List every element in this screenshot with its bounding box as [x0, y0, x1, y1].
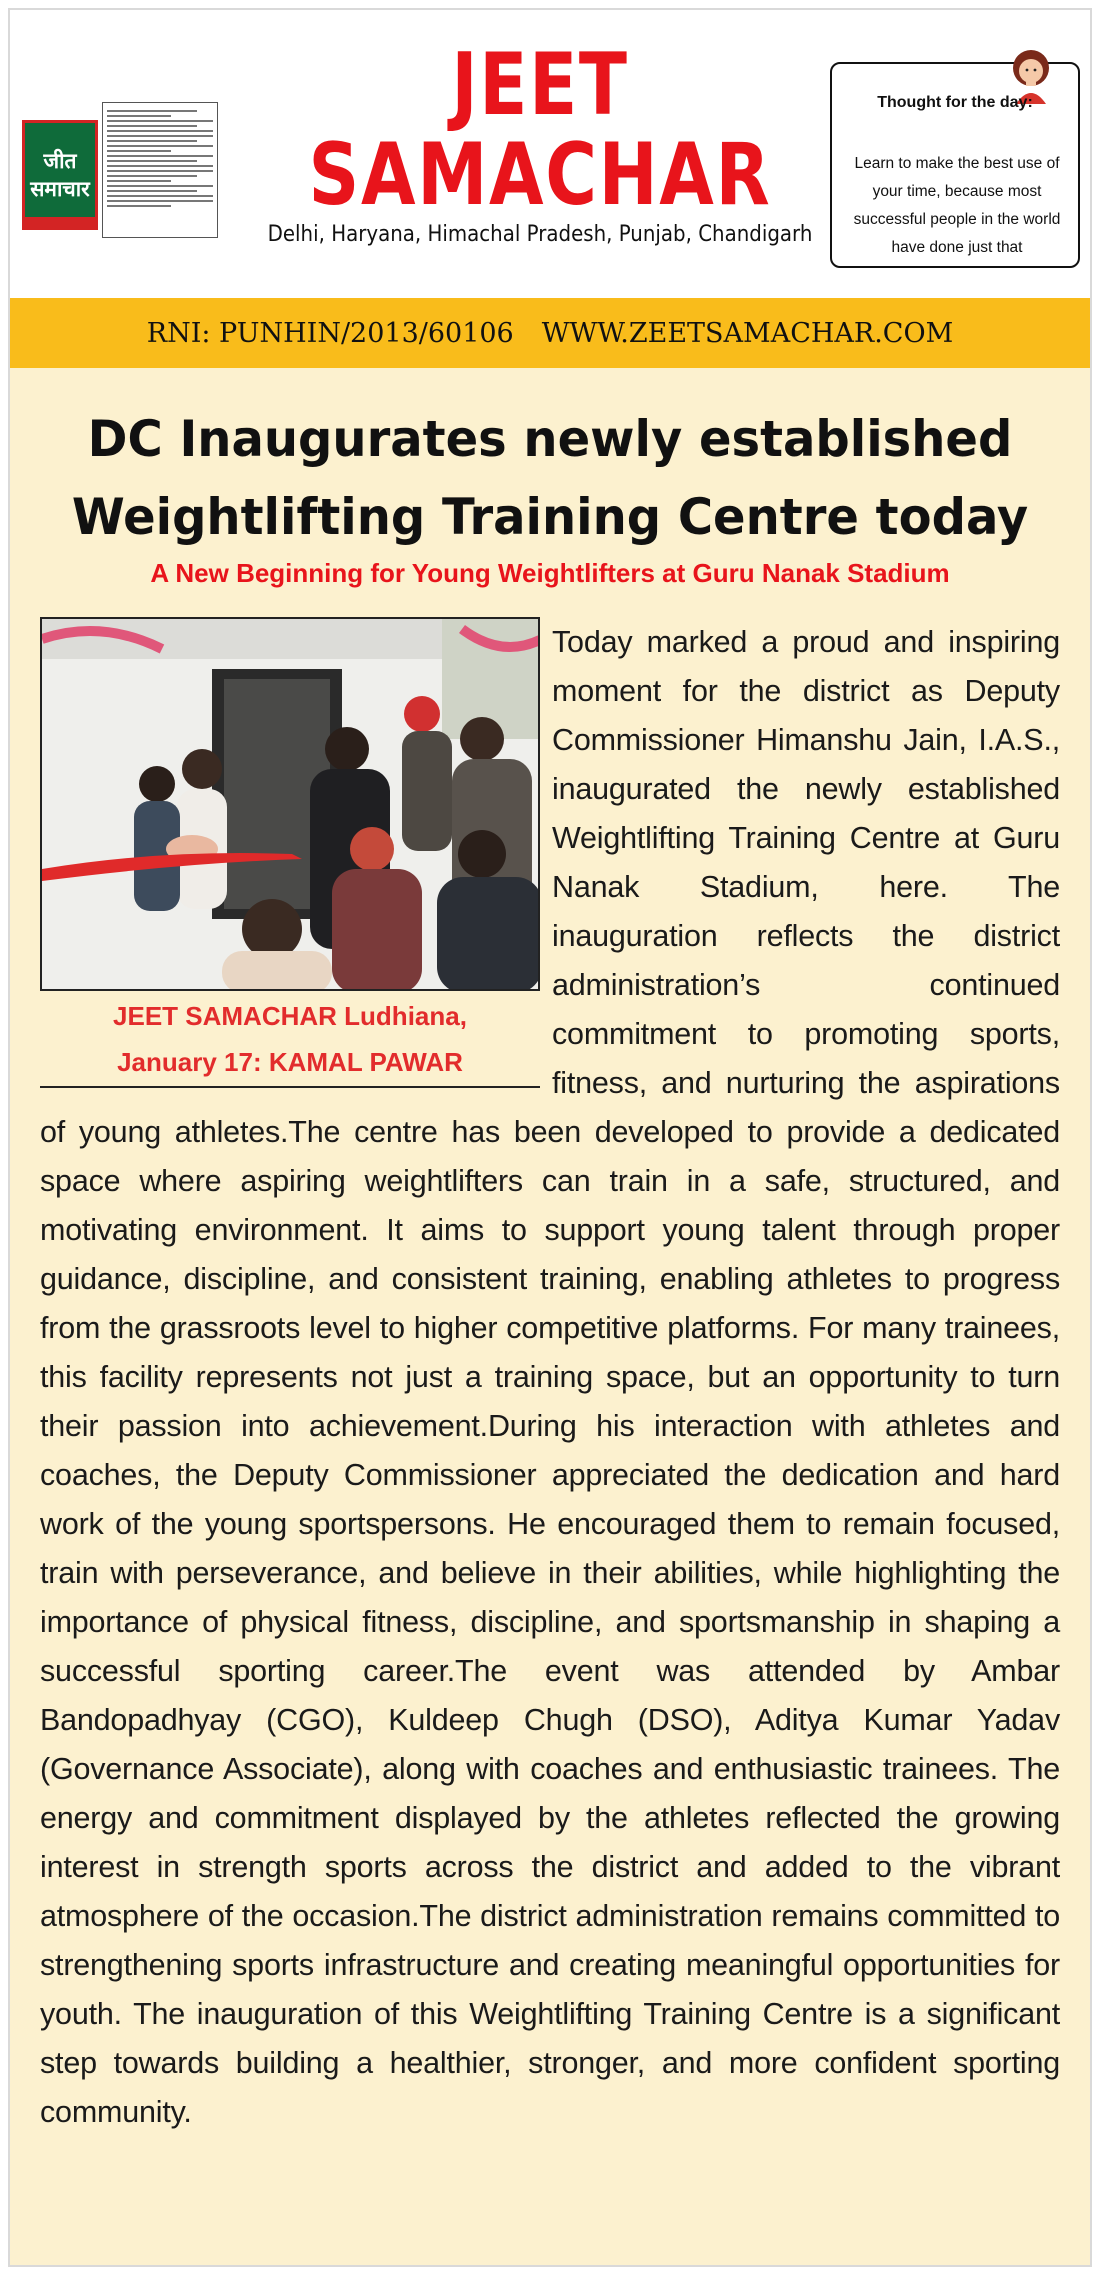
logo-line-2: समाचार: [30, 177, 90, 201]
article-body: [40, 618, 1060, 2137]
rni-number: RNI: PUNHIN/2013/60106: [146, 317, 514, 349]
website-link[interactable]: WWW.ZEETSAMACHAR.COM: [541, 317, 954, 349]
regions-covered: Delhi, Haryana, Himachal Pradesh, Punjab, Chandigarh: [267, 222, 813, 247]
caption-line-2: January 17: KAMAL PAWAR: [117, 1047, 463, 1077]
thought-title: Thought for the day:: [877, 94, 1033, 111]
newspaper-title: JEET SAMACHAR: [308, 35, 772, 225]
caption-line-1: JEET SAMACHAR Ludhiana,: [113, 1001, 467, 1031]
logo-strip: [25, 217, 95, 227]
article-headline: DC Inaugurates newly established Weightlifting Training Centre today: [71, 410, 1029, 546]
registration-band: [10, 298, 1090, 368]
article-body-text: Today marked a proud and inspiring moment for the district as Deputy Commissioner Himanshu Jain, I.A.S., inaugurated the newly established Weightlifting Training Centre at Guru Nanak Stadium, here. The inauguration reflects the district administration’s continued commitment to promoting sports, fitness, and nurturing the aspirations of young athletes.The centre has been developed to provide a dedicated space where aspiring weightlifters can train in a safe, structured, and motivating environment. It aims to support young talent through proper guidance, discipline, and consistent training, enabling athletes to progress from the grassroots level to higher competitive platforms. For many trainees, this facility represents not just a training space, but an opportunity to turn their passion into achievement.During his interaction with athletes and coaches, the Deputy Commissioner appreciated the dedication and hard work of the young sportspersons. He encouraged them to remain focused, train with perseverance, and believe in their abilities, while highlighting the importance of physical fitness, discipline, and sportsmanship in shaping a successful sporting career.The event was attended by Ambar Bandopadhyay (CGO), Kuldeep Chugh (DSO), Aditya Kumar Yadav (Governance Associate), along with coaches and enthusiastic trainees. The energy and commitment displayed by the athletes reflected the growing interest in strength sports across the district and added to the vibrant atmosphere of the occasion.The district administration remains committed to strengthening sports infrastructure and creating meaningful opportunities for youth. The inauguration of this Weightlifting Training Centre is a significant step towards building a healthier, stronger, and more confident sporting community.: [40, 625, 1060, 2129]
photo-float-space: [40, 618, 552, 1104]
article-subheadline: A New Beginning for Young Weightlifters at Guru Nanak Stadium: [150, 558, 950, 588]
thought-text: Learn to make the best use of your time, because most successful people in the world have done just that: [853, 155, 1061, 256]
newspaper-clipping-image: [102, 102, 218, 238]
logo-line-1: जीत: [43, 149, 77, 173]
masthead: [10, 10, 1090, 298]
newspaper-logo: [22, 120, 98, 230]
thought-for-the-day-box: [830, 62, 1080, 268]
